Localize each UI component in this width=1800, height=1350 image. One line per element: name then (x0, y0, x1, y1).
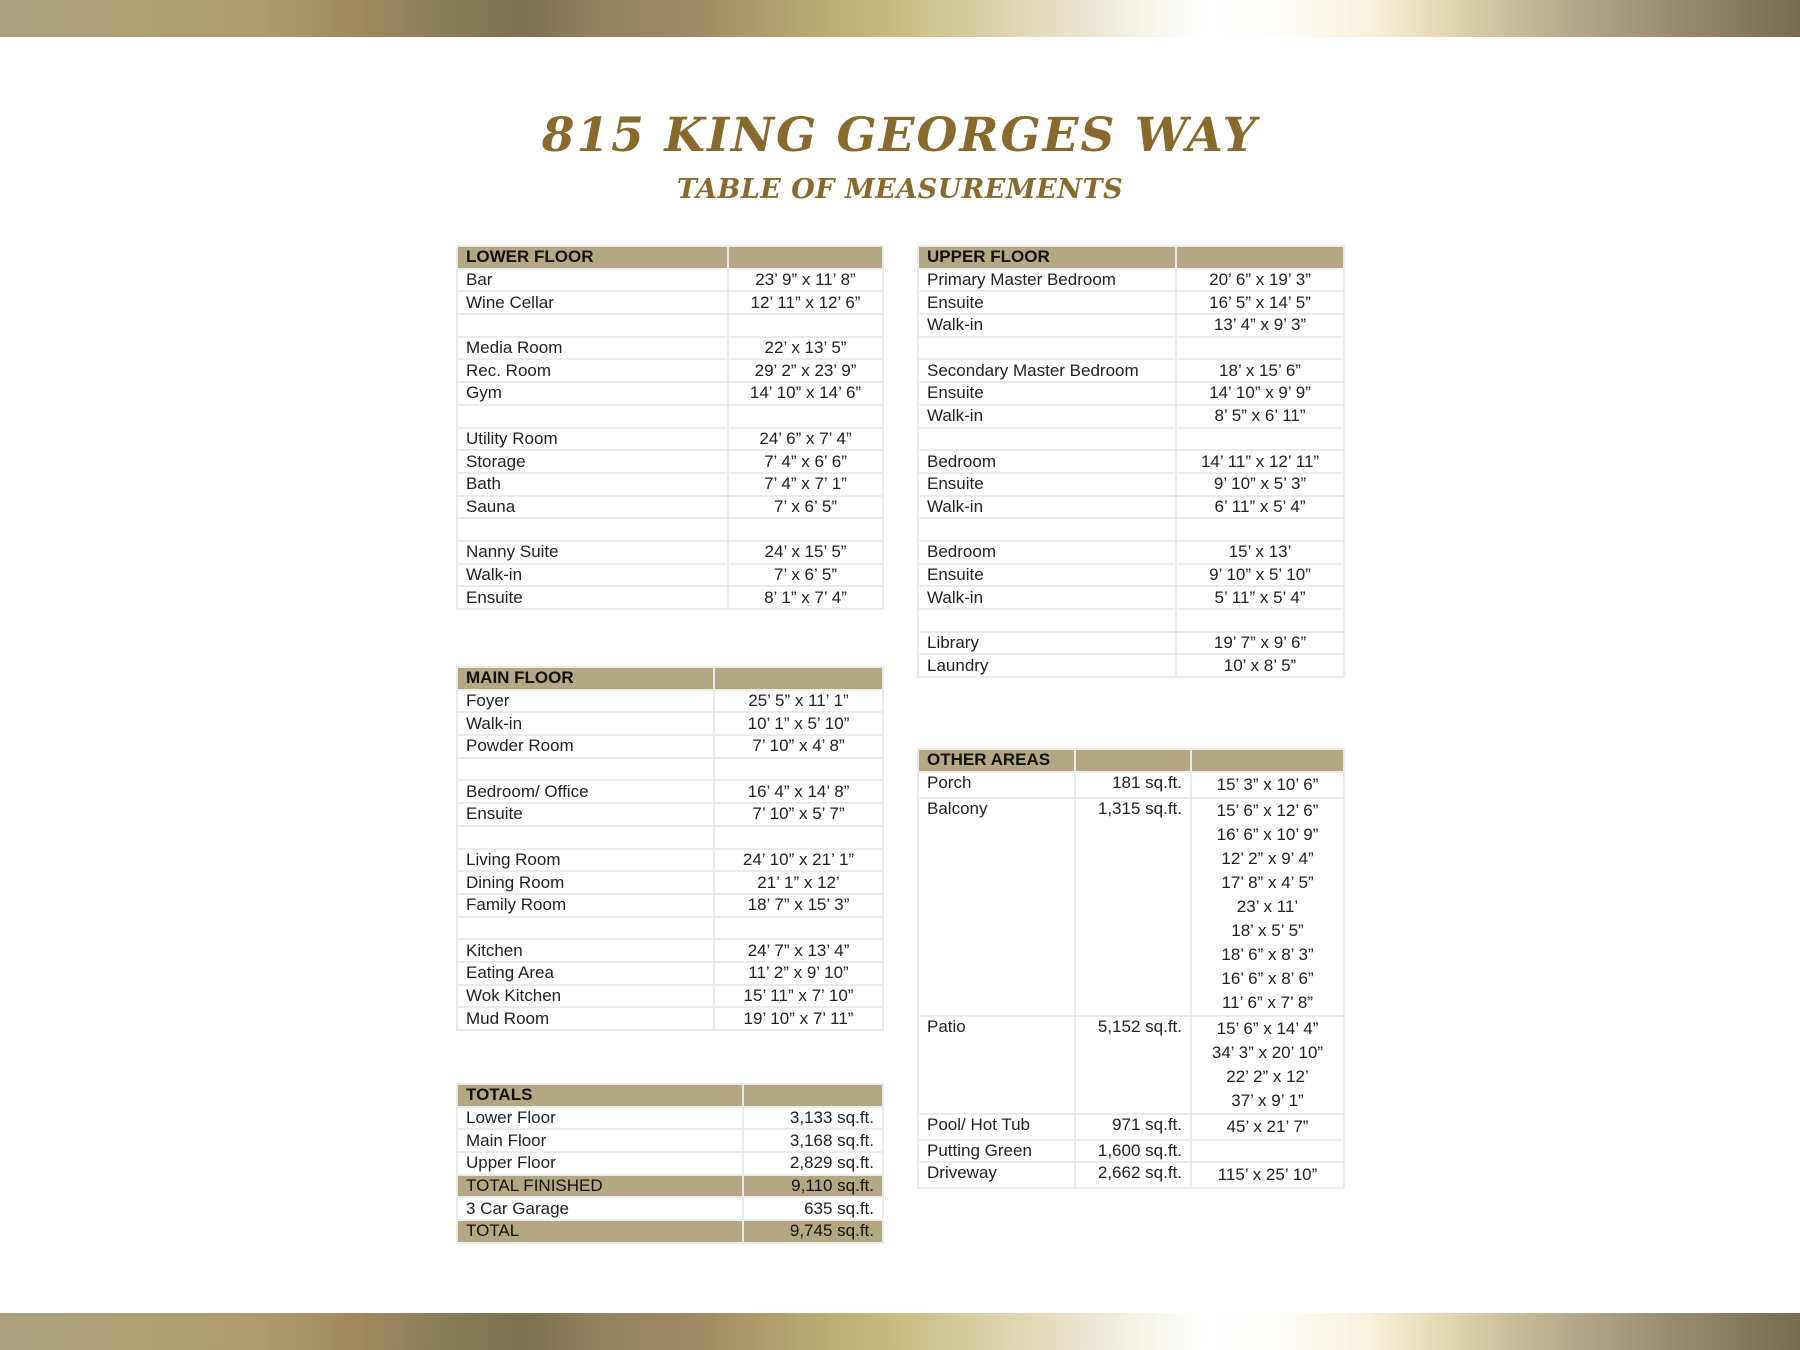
room-name: Rec. Room (457, 359, 728, 382)
total-value: 635 sq.ft. (743, 1197, 883, 1220)
header-blank-cell (714, 667, 883, 690)
room-name: Storage (457, 450, 728, 473)
table-row (918, 798, 1344, 1016)
area-dimensions (1191, 1140, 1344, 1163)
room-dimensions: 24’ x 15’ 5” (728, 541, 883, 564)
room-dimensions: 14’ 11” x 12’ 11” (1176, 450, 1344, 473)
top-gold-band (0, 0, 1800, 37)
dimension-line: 18’ x 5’ 5” (1231, 920, 1304, 940)
table-row (457, 712, 883, 735)
section-heading: UPPER FLOOR (918, 246, 1176, 269)
area-dimensions (1191, 798, 1344, 1016)
totals-table (456, 1083, 884, 1244)
section-heading: TOTALS (457, 1084, 743, 1107)
table-row (457, 1152, 883, 1175)
area-sqft: 181 sq.ft. (1075, 772, 1191, 798)
table-row (918, 405, 1344, 428)
dimension-line: 22’ 2” x 12’ (1226, 1066, 1309, 1086)
room-dimensions: 24’ 6” x 7’ 4” (728, 428, 883, 451)
room-dimensions (1176, 337, 1344, 360)
room-name (457, 518, 728, 541)
room-dimensions: 19’ 10” x 7’ 11” (714, 1007, 883, 1030)
room-name: Wine Cellar (457, 291, 728, 314)
room-name: Bath (457, 473, 728, 496)
page-title: 815 KING GEORGES WAY (541, 108, 1259, 163)
table-row (457, 894, 883, 917)
room-name: Media Room (457, 337, 728, 360)
room-name (457, 314, 728, 337)
room-dimensions (1176, 609, 1344, 632)
upper-floor-table (917, 245, 1345, 678)
table-row (457, 1197, 883, 1220)
room-dimensions: 21’ 1” x 12’ (714, 871, 883, 894)
room-name: Walk-in (918, 405, 1176, 428)
table-row (457, 939, 883, 962)
total-value: 9,110 sq.ft. (743, 1175, 883, 1198)
room-dimensions (1176, 428, 1344, 451)
total-value: 9,745 sq.ft. (743, 1220, 883, 1243)
page-subtitle: TABLE OF MEASUREMENTS (676, 174, 1124, 205)
room-name: Bar (457, 269, 728, 292)
area-dimensions (1191, 1016, 1344, 1114)
room-name: Walk-in (457, 712, 714, 735)
total-value: 2,829 sq.ft. (743, 1152, 883, 1175)
table-row (457, 473, 883, 496)
area-sqft: 1,600 sq.ft. (1075, 1140, 1191, 1163)
area-name: Balcony (918, 798, 1075, 1016)
room-dimensions: 24’ 7” x 13’ 4” (714, 939, 883, 962)
room-name (457, 917, 714, 940)
dimension-line: 15’ 6” x 14’ 4” (1216, 1018, 1319, 1038)
area-name: Putting Green (918, 1140, 1075, 1163)
table-row (457, 871, 883, 894)
room-dimensions: 12’ 11” x 12’ 6” (728, 291, 883, 314)
header-blank-cell (728, 246, 883, 269)
dimension-line: 18’ 6” x 8’ 3” (1221, 944, 1314, 964)
room-name: Mud Room (457, 1007, 714, 1030)
room-name: Living Room (457, 849, 714, 872)
table-row (457, 450, 883, 473)
room-dimensions: 7’ 10” x 4’ 8” (714, 735, 883, 758)
table-row (457, 985, 883, 1008)
room-dimensions: 15’ x 13’ (1176, 541, 1344, 564)
room-dimensions (714, 758, 883, 781)
room-name: Ensuite (918, 382, 1176, 405)
total-label: Upper Floor (457, 1152, 743, 1175)
table-row (457, 849, 883, 872)
room-name: Utility Room (457, 428, 728, 451)
room-name: Bedroom (918, 450, 1176, 473)
room-name (918, 337, 1176, 360)
room-dimensions (728, 314, 883, 337)
total-highlight-row (457, 1175, 883, 1198)
table-row (918, 359, 1344, 382)
table-row (918, 632, 1344, 655)
total-label: 3 Car Garage (457, 1197, 743, 1220)
area-name: Pool/ Hot Tub (918, 1114, 1075, 1140)
spacer-row (457, 405, 883, 428)
total-highlight-row (457, 1220, 883, 1243)
bottom-gold-band (0, 1313, 1800, 1350)
dimension-line: 23’ x 11’ (1236, 896, 1299, 916)
table-row (457, 337, 883, 360)
room-dimensions: 24’ 10” x 21’ 1” (714, 849, 883, 872)
table-header-row (457, 667, 883, 690)
room-dimensions: 9’ 10” x 5’ 3” (1176, 473, 1344, 496)
total-label: TOTAL FINISHED (457, 1175, 743, 1198)
table-header-row (457, 246, 883, 269)
total-value: 3,133 sq.ft. (743, 1107, 883, 1130)
room-name: Ensuite (457, 586, 728, 609)
room-name: Ensuite (918, 473, 1176, 496)
room-dimensions: 19’ 7” x 9’ 6” (1176, 632, 1344, 655)
room-dimensions: 15’ 11” x 7’ 10” (714, 985, 883, 1008)
area-name: Driveway (918, 1162, 1075, 1188)
room-dimensions: 18’ x 15’ 6” (1176, 359, 1344, 382)
other-areas-table (917, 748, 1345, 1189)
room-name: Wok Kitchen (457, 985, 714, 1008)
room-name (457, 826, 714, 849)
room-dimensions: 13’ 4” x 9’ 3” (1176, 314, 1344, 337)
area-dimensions (1191, 1162, 1344, 1188)
table-row (918, 1140, 1344, 1163)
dimension-line: 11’ 6” x 7’ 8” (1221, 992, 1314, 1012)
room-dimensions: 10’ 1” x 5’ 10” (714, 712, 883, 735)
dimension-line: 17’ 8” x 4’ 5” (1221, 872, 1314, 892)
table-row (457, 780, 883, 803)
room-dimensions: 7’ x 6’ 5” (728, 496, 883, 519)
table-row (918, 564, 1344, 587)
table-row (918, 541, 1344, 564)
table-row (457, 269, 883, 292)
room-name (918, 518, 1176, 541)
table-row (918, 1162, 1344, 1188)
header-blank-cell (1191, 749, 1344, 772)
room-dimensions: 23’ 9” x 11’ 8” (728, 269, 883, 292)
section-heading: OTHER AREAS (918, 749, 1075, 772)
header-blank-cell (1075, 749, 1191, 772)
table-row (918, 772, 1344, 798)
area-dimensions (1191, 772, 1344, 798)
room-dimensions: 9’ 10” x 5’ 10” (1176, 564, 1344, 587)
section-heading: LOWER FLOOR (457, 246, 728, 269)
room-name (918, 428, 1176, 451)
room-dimensions: 14’ 10” x 9’ 9” (1176, 382, 1344, 405)
table-row (457, 1129, 883, 1152)
dimension-line: 12’ 2” x 9’ 4” (1221, 848, 1314, 868)
room-name: Ensuite (918, 564, 1176, 587)
table-row (918, 1016, 1344, 1114)
room-name: Gym (457, 382, 728, 405)
table-row (457, 291, 883, 314)
table-row (918, 291, 1344, 314)
room-dimensions: 8’ 5” x 6’ 11” (1176, 405, 1344, 428)
room-name: Walk-in (918, 586, 1176, 609)
table-row (457, 541, 883, 564)
dimension-line: 15’ 6” x 12’ 6” (1216, 800, 1319, 820)
room-name: Nanny Suite (457, 541, 728, 564)
room-dimensions: 29’ 2” x 23’ 9” (728, 359, 883, 382)
area-name: Porch (918, 772, 1075, 798)
spacer-row (918, 518, 1344, 541)
spacer-row (457, 758, 883, 781)
room-dimensions: 7’ 4” x 6’ 6” (728, 450, 883, 473)
spacer-row (918, 428, 1344, 451)
table-row (918, 314, 1344, 337)
room-dimensions (728, 405, 883, 428)
room-name: Foyer (457, 690, 714, 713)
room-name: Kitchen (457, 939, 714, 962)
room-name: Powder Room (457, 735, 714, 758)
spacer-row (918, 609, 1344, 632)
lower-floor-table (456, 245, 884, 610)
table-row (457, 382, 883, 405)
table-row (457, 1107, 883, 1130)
table-header-row (918, 749, 1344, 772)
room-dimensions: 22’ x 13’ 5” (728, 337, 883, 360)
dimension-line: 45’ x 21’ 7” (1226, 1116, 1309, 1136)
table-row (457, 496, 883, 519)
dimension-line: 16’ 6” x 10’ 9” (1216, 824, 1319, 844)
table-row (918, 1114, 1344, 1140)
table-header-row (918, 246, 1344, 269)
table-row (918, 586, 1344, 609)
table-row (457, 359, 883, 382)
header-blank-cell (1176, 246, 1344, 269)
room-dimensions (728, 518, 883, 541)
room-name: Family Room (457, 894, 714, 917)
room-name: Eating Area (457, 962, 714, 985)
room-dimensions: 7’ x 6’ 5” (728, 564, 883, 587)
area-sqft: 971 sq.ft. (1075, 1114, 1191, 1140)
room-name (918, 609, 1176, 632)
total-label: Main Floor (457, 1129, 743, 1152)
area-sqft: 2,662 sq.ft. (1075, 1162, 1191, 1188)
table-row (457, 1007, 883, 1030)
table-row (457, 690, 883, 713)
dimension-line: 16’ 6” x 8’ 6” (1221, 968, 1314, 988)
room-name (457, 405, 728, 428)
spacer-row (457, 917, 883, 940)
table-row (457, 735, 883, 758)
spacer-row (457, 314, 883, 337)
room-dimensions: 10’ x 8’ 5” (1176, 654, 1344, 677)
table-row (457, 803, 883, 826)
room-dimensions: 16’ 5” x 14’ 5” (1176, 291, 1344, 314)
table-header-row (457, 1084, 883, 1107)
room-name: Ensuite (457, 803, 714, 826)
room-dimensions: 6’ 11” x 5’ 4” (1176, 496, 1344, 519)
dimension-line: 37’ x 9’ 1” (1231, 1090, 1304, 1110)
table-row (918, 473, 1344, 496)
room-dimensions: 5’ 11” x 5’ 4” (1176, 586, 1344, 609)
table-row (457, 962, 883, 985)
table-row (457, 564, 883, 587)
table-row (457, 586, 883, 609)
table-row (918, 450, 1344, 473)
room-dimensions: 18’ 7” x 15’ 3” (714, 894, 883, 917)
room-dimensions (714, 826, 883, 849)
room-name: Laundry (918, 654, 1176, 677)
room-name: Walk-in (918, 496, 1176, 519)
header-blank-cell (743, 1084, 883, 1107)
table-row (918, 269, 1344, 292)
table-row (918, 654, 1344, 677)
total-label: TOTAL (457, 1220, 743, 1243)
room-dimensions: 25’ 5” x 11’ 1” (714, 690, 883, 713)
spacer-row (457, 826, 883, 849)
room-dimensions: 16’ 4” x 14’ 8” (714, 780, 883, 803)
dimension-line: 15’ 3” x 10’ 6” (1216, 774, 1319, 794)
dimension-line: 115’ x 25’ 10” (1217, 1165, 1318, 1185)
table-row (457, 428, 883, 451)
room-dimensions: 8’ 1” x 7’ 4” (728, 586, 883, 609)
total-value: 3,168 sq.ft. (743, 1129, 883, 1152)
room-name: Library (918, 632, 1176, 655)
room-name: Ensuite (918, 291, 1176, 314)
section-heading: MAIN FLOOR (457, 667, 714, 690)
room-name: Dining Room (457, 871, 714, 894)
room-name: Walk-in (918, 314, 1176, 337)
table-row (918, 382, 1344, 405)
area-sqft: 1,315 sq.ft. (1075, 798, 1191, 1016)
room-name: Secondary Master Bedroom (918, 359, 1176, 382)
room-name: Walk-in (457, 564, 728, 587)
dimension-line: 34’ 3” x 20’ 10” (1211, 1042, 1324, 1062)
room-dimensions: 7’ 10” x 5’ 7” (714, 803, 883, 826)
area-dimensions (1191, 1114, 1344, 1140)
spacer-row (457, 518, 883, 541)
table-row (918, 496, 1344, 519)
room-name: Bedroom (918, 541, 1176, 564)
room-name (457, 758, 714, 781)
room-dimensions: 20’ 6” x 19’ 3” (1176, 269, 1344, 292)
room-name: Sauna (457, 496, 728, 519)
room-dimensions: 11’ 2” x 9’ 10” (714, 962, 883, 985)
spacer-row (918, 337, 1344, 360)
room-dimensions (714, 917, 883, 940)
area-name: Patio (918, 1016, 1075, 1114)
area-sqft: 5,152 sq.ft. (1075, 1016, 1191, 1114)
room-name: Bedroom/ Office (457, 780, 714, 803)
main-floor-table (456, 666, 884, 1031)
total-label: Lower Floor (457, 1107, 743, 1130)
room-dimensions: 7’ 4” x 7’ 1” (728, 473, 883, 496)
room-name: Primary Master Bedroom (918, 269, 1176, 292)
room-dimensions: 14’ 10” x 14’ 6” (728, 382, 883, 405)
room-dimensions (1176, 518, 1344, 541)
